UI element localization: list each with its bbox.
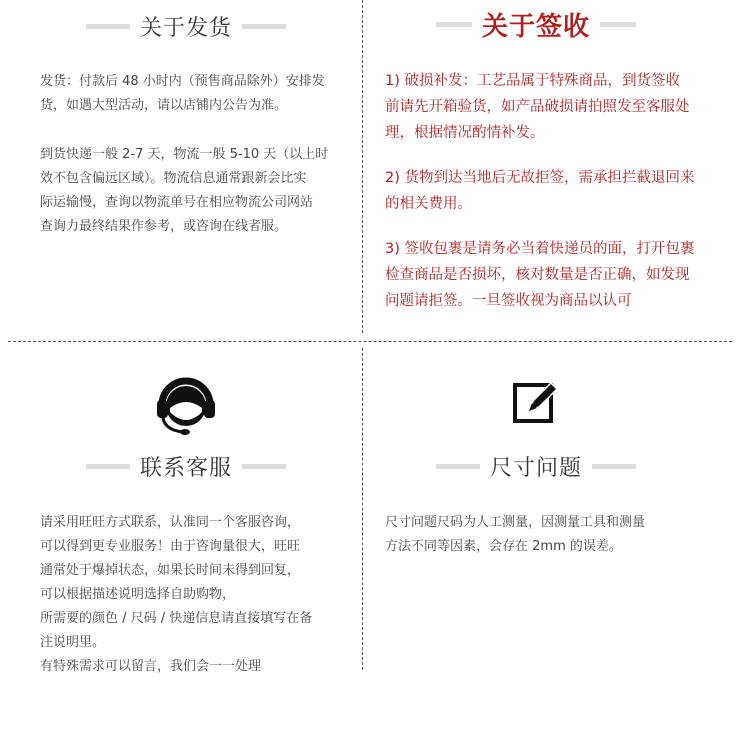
- inspection-item: [385, 236, 735, 314]
- shipping-title: 关于发货: [140, 15, 233, 41]
- text-line: 货，如遇大型活动，请以店铺内公告为准。: [40, 98, 288, 113]
- text-line: 可以根据描述说明选择自助购物，: [40, 587, 236, 602]
- text-line: 通常处于爆掉状态，如果长时间未得到回复，: [40, 563, 301, 578]
- text-line: 尺寸问题尺码为人工测量，因测量工具和测量: [385, 515, 646, 530]
- heading-bar-right: [242, 464, 286, 469]
- heading-bar-right: [242, 24, 286, 29]
- size-paragraph: [385, 511, 725, 559]
- damage-reissue-item: [385, 68, 735, 146]
- text-line: 所需要的颜色 / 尺码 / 快递信息请直接填写在备: [40, 611, 313, 626]
- text-line: 前请先开箱验货，如产品破损请拍照发至客服处: [385, 99, 690, 115]
- text-line: 3) 签收包裹是请务必当着快递员的面，打开包裹: [385, 241, 695, 257]
- receipt-heading: [436, 4, 636, 44]
- heading-bar-left: [436, 22, 472, 27]
- shipping-heading: [86, 8, 286, 44]
- text-line: 问题请拒签。一旦签收视为商品以认可: [385, 293, 632, 309]
- heading-bar-left: [436, 464, 480, 469]
- text-line: 检查商品是否损坏，核对数量是否正确，如发现: [385, 267, 690, 283]
- heading-bar-left: [86, 464, 130, 469]
- text-line: 有特殊需求可以留言，我们会一一处理: [40, 659, 262, 674]
- heading-bar-right: [592, 464, 636, 469]
- size-heading: [436, 448, 636, 484]
- customer-service-heading: [86, 448, 286, 484]
- heading-bar-left: [86, 24, 130, 29]
- horizontal-divider: [8, 341, 732, 342]
- text-line: 到货快递一般 2-7 天，物流一般 5-10 天（以上时: [40, 147, 329, 162]
- size-title: 尺寸问题: [490, 455, 583, 481]
- text-line: 理，根据情况酌情补发。: [385, 125, 545, 141]
- text-line: 的相关费用。: [385, 196, 472, 212]
- text-line: 注说明里。: [40, 635, 106, 650]
- text-line: 方法不同等因素，会存在 2mm 的误差。: [385, 539, 622, 554]
- text-line: 查询力最终结果作参考，或咨询在线者服。: [40, 219, 288, 234]
- text-line: 际运输慢，查询以物流单号在相应物流公司网站: [40, 195, 314, 210]
- customer-service-headset-icon: [153, 372, 219, 438]
- text-line: 1) 破损补发：工艺品属于特殊商品，到货签收: [385, 73, 680, 89]
- text-line: 效不包含偏远区域）。物流信息通常跟新会比实: [40, 171, 307, 186]
- text-line: 发货：付款后 48 小时内（预售商品除外）安排发: [40, 74, 325, 89]
- customer-service-paragraph: [40, 511, 355, 679]
- vertical-divider-bottom: [362, 348, 363, 670]
- heading-bar-right: [600, 22, 636, 27]
- edit-pen-icon: [511, 379, 561, 427]
- receipt-title: 关于签收: [482, 11, 591, 42]
- delivery-time-paragraph: [40, 143, 355, 239]
- text-line: 请采用旺旺方式联系，认准同一个客服咨询，: [40, 515, 301, 530]
- refusal-fee-item: [385, 165, 735, 217]
- shipping-time-paragraph: [40, 70, 355, 118]
- vertical-divider-top: [362, 0, 363, 333]
- text-line: 2) 货物到达当地后无故拒签，需承担拦截退回来: [385, 170, 695, 186]
- text-line: 可以得到更专业服务！由于咨询量很大，旺旺: [40, 539, 301, 554]
- customer-service-title: 联系客服: [140, 455, 233, 481]
